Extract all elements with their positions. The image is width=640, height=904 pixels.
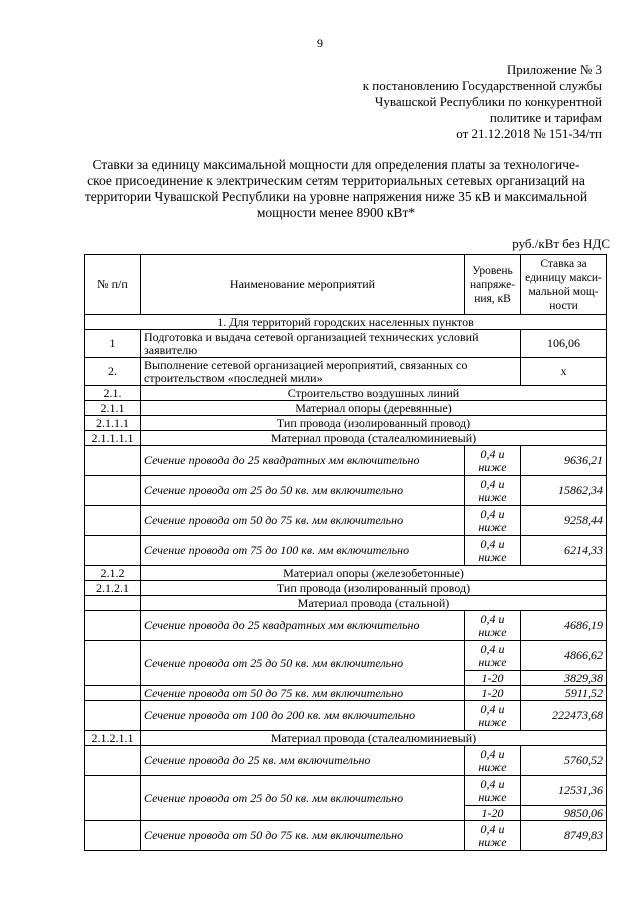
appendix-line: Приложение № 3	[506, 62, 602, 77]
row-num: 2.1.1.1	[85, 416, 141, 431]
row-voltage: 0,4 и ниже	[465, 611, 521, 641]
table-row	[85, 746, 607, 776]
row-num	[85, 641, 141, 686]
row-num: 2.1.2.1	[85, 581, 141, 596]
row-name: Сечение провода до 25 кв. мм включительно	[141, 746, 465, 776]
row-rate: 9850,06	[521, 806, 607, 821]
rates-table	[84, 254, 607, 851]
table-row	[85, 476, 607, 506]
row-voltage: 0,4 и ниже	[465, 821, 521, 851]
row-num	[85, 611, 141, 641]
row-num	[85, 506, 141, 536]
page-number: 9	[317, 36, 323, 50]
row-name: Сечение провода от 100 до 200 кв. мм включительно	[141, 701, 465, 731]
row-name: Подготовка и выдача сетевой организацией технических условий заявителю	[141, 330, 521, 358]
table-row	[85, 686, 607, 701]
row-name: Материал опоры (деревянные)	[141, 401, 607, 416]
row-voltage: 0,4 и ниже	[465, 446, 521, 476]
row-rate: x	[521, 358, 607, 386]
row-name: Материал опоры (железобетонные)	[141, 566, 607, 581]
title-line: Ставки за единицу максимальной мощности для определения платы за технологиче-	[92, 157, 580, 172]
table-row	[85, 596, 607, 611]
row-name: Выполнение сетевой организацией мероприятий, связанных со строительством «последней мили»	[141, 358, 521, 386]
row-num	[85, 536, 141, 566]
table-row	[85, 330, 607, 358]
row-name: Сечение провода до 25 квадратных мм включительно	[141, 446, 465, 476]
table-row	[85, 536, 607, 566]
row-name: Материал провода (сталеалюминиевый)	[141, 431, 607, 446]
row-rate: 4686,19	[521, 611, 607, 641]
header-rate: Ставка за единицу макси-мальной мощ-ности	[521, 255, 607, 315]
table-row	[85, 446, 607, 476]
header-voltage: Уровень напряже-ния, кВ	[465, 255, 521, 315]
table-row	[85, 776, 607, 806]
row-voltage: 1-20	[465, 806, 521, 821]
table-row	[85, 358, 607, 386]
row-num	[85, 821, 141, 851]
row-name: Сечение провода от 25 до 50 кв. мм включительно	[141, 476, 465, 506]
row-num: 2.	[85, 358, 141, 386]
row-num	[85, 596, 141, 611]
row-name: Сечение провода от 50 до 75 кв. мм включительно	[141, 821, 465, 851]
row-rate: 15862,34	[521, 476, 607, 506]
table-row	[85, 566, 607, 581]
table-row	[85, 701, 607, 731]
appendix-block	[282, 62, 602, 142]
table-row	[85, 641, 607, 671]
row-num	[85, 476, 141, 506]
table-row	[85, 386, 607, 401]
row-rate: 3829,38	[521, 671, 607, 686]
row-name: Сечение провода от 25 до 50 кв. мм включительно	[141, 641, 465, 686]
row-name: Сечение провода от 25 до 50 кв. мм включительно	[141, 776, 465, 821]
row-rate: 5760,52	[521, 746, 607, 776]
row-name: Сечение провода от 50 до 75 кв. мм включительно	[141, 506, 465, 536]
row-name: Материал провода (сталеалюминиевый)	[141, 731, 607, 746]
table-row	[85, 731, 607, 746]
row-rate: 5911,52	[521, 686, 607, 701]
table-row	[85, 506, 607, 536]
header-num: № п/п	[85, 255, 141, 315]
row-num	[85, 776, 141, 821]
row-voltage: 0,4 и ниже	[465, 536, 521, 566]
title-line: территории Чувашской Республики на уровне напряжения ниже 35 кВ и максимальной	[84, 189, 588, 204]
table-row	[85, 416, 607, 431]
row-num: 2.1.1.1.1	[85, 431, 141, 446]
row-voltage: 0,4 и ниже	[465, 506, 521, 536]
appendix-line: Чувашской Республики по конкурентной	[374, 94, 602, 109]
row-num	[85, 686, 141, 701]
row-name: Тип провода (изолированный провод)	[141, 581, 607, 596]
appendix-line: политике и тарифам	[489, 110, 602, 125]
row-name: Тип провода (изолированный провод)	[141, 416, 607, 431]
appendix-line: от 21.12.2018 № 151-34/тп	[456, 126, 602, 141]
row-voltage: 0,4 и ниже	[465, 776, 521, 806]
row-rate: 6214,33	[521, 536, 607, 566]
row-name: Строительство воздушных линий	[141, 386, 607, 401]
row-num: 2.1.	[85, 386, 141, 401]
row-voltage: 1-20	[465, 686, 521, 701]
row-num: 1	[85, 330, 141, 358]
row-name: Сечение провода от 50 до 75 кв. мм включительно	[141, 686, 465, 701]
table-row	[85, 581, 607, 596]
row-num: 2.1.1	[85, 401, 141, 416]
row-name: Сечение провода до 25 квадратных мм включительно	[141, 611, 465, 641]
table-header-row	[85, 255, 607, 315]
section-title: 1. Для территорий городских населенных пунктов	[85, 315, 607, 330]
row-voltage: 0,4 и ниже	[465, 641, 521, 671]
table-row	[85, 611, 607, 641]
units-label: руб./кВт без НДС	[512, 236, 610, 251]
row-num: 2.1.2	[85, 566, 141, 581]
row-num	[85, 701, 141, 731]
row-rate: 9636,21	[521, 446, 607, 476]
row-num	[85, 446, 141, 476]
row-rate: 12531,36	[521, 776, 607, 806]
row-voltage: 0,4 и ниже	[465, 476, 521, 506]
row-rate: 9258,44	[521, 506, 607, 536]
appendix-line: к постановлению Государственной службы	[362, 78, 602, 93]
row-voltage: 1-20	[465, 671, 521, 686]
row-voltage: 0,4 и ниже	[465, 701, 521, 731]
row-rate: 222473,68	[521, 701, 607, 731]
section-row	[85, 315, 607, 330]
row-voltage: 0,4 и ниже	[465, 746, 521, 776]
document-title	[60, 157, 612, 221]
row-name: Материал провода (стальной)	[141, 596, 607, 611]
row-rate: 4866,62	[521, 641, 607, 671]
title-line: мощности менее 8900 кВт*	[256, 205, 416, 220]
row-name: Сечение провода от 75 до 100 кв. мм включительно	[141, 536, 465, 566]
table-row	[85, 431, 607, 446]
table-row	[85, 821, 607, 851]
row-num	[85, 746, 141, 776]
title-line: ское присоединение к электрическим сетям территориальных сетевых организаций на	[87, 173, 585, 188]
row-rate: 106,06	[521, 330, 607, 358]
row-rate: 8749,83	[521, 821, 607, 851]
row-num: 2.1.2.1.1	[85, 731, 141, 746]
header-name: Наименование мероприятий	[141, 255, 465, 315]
table-row	[85, 401, 607, 416]
